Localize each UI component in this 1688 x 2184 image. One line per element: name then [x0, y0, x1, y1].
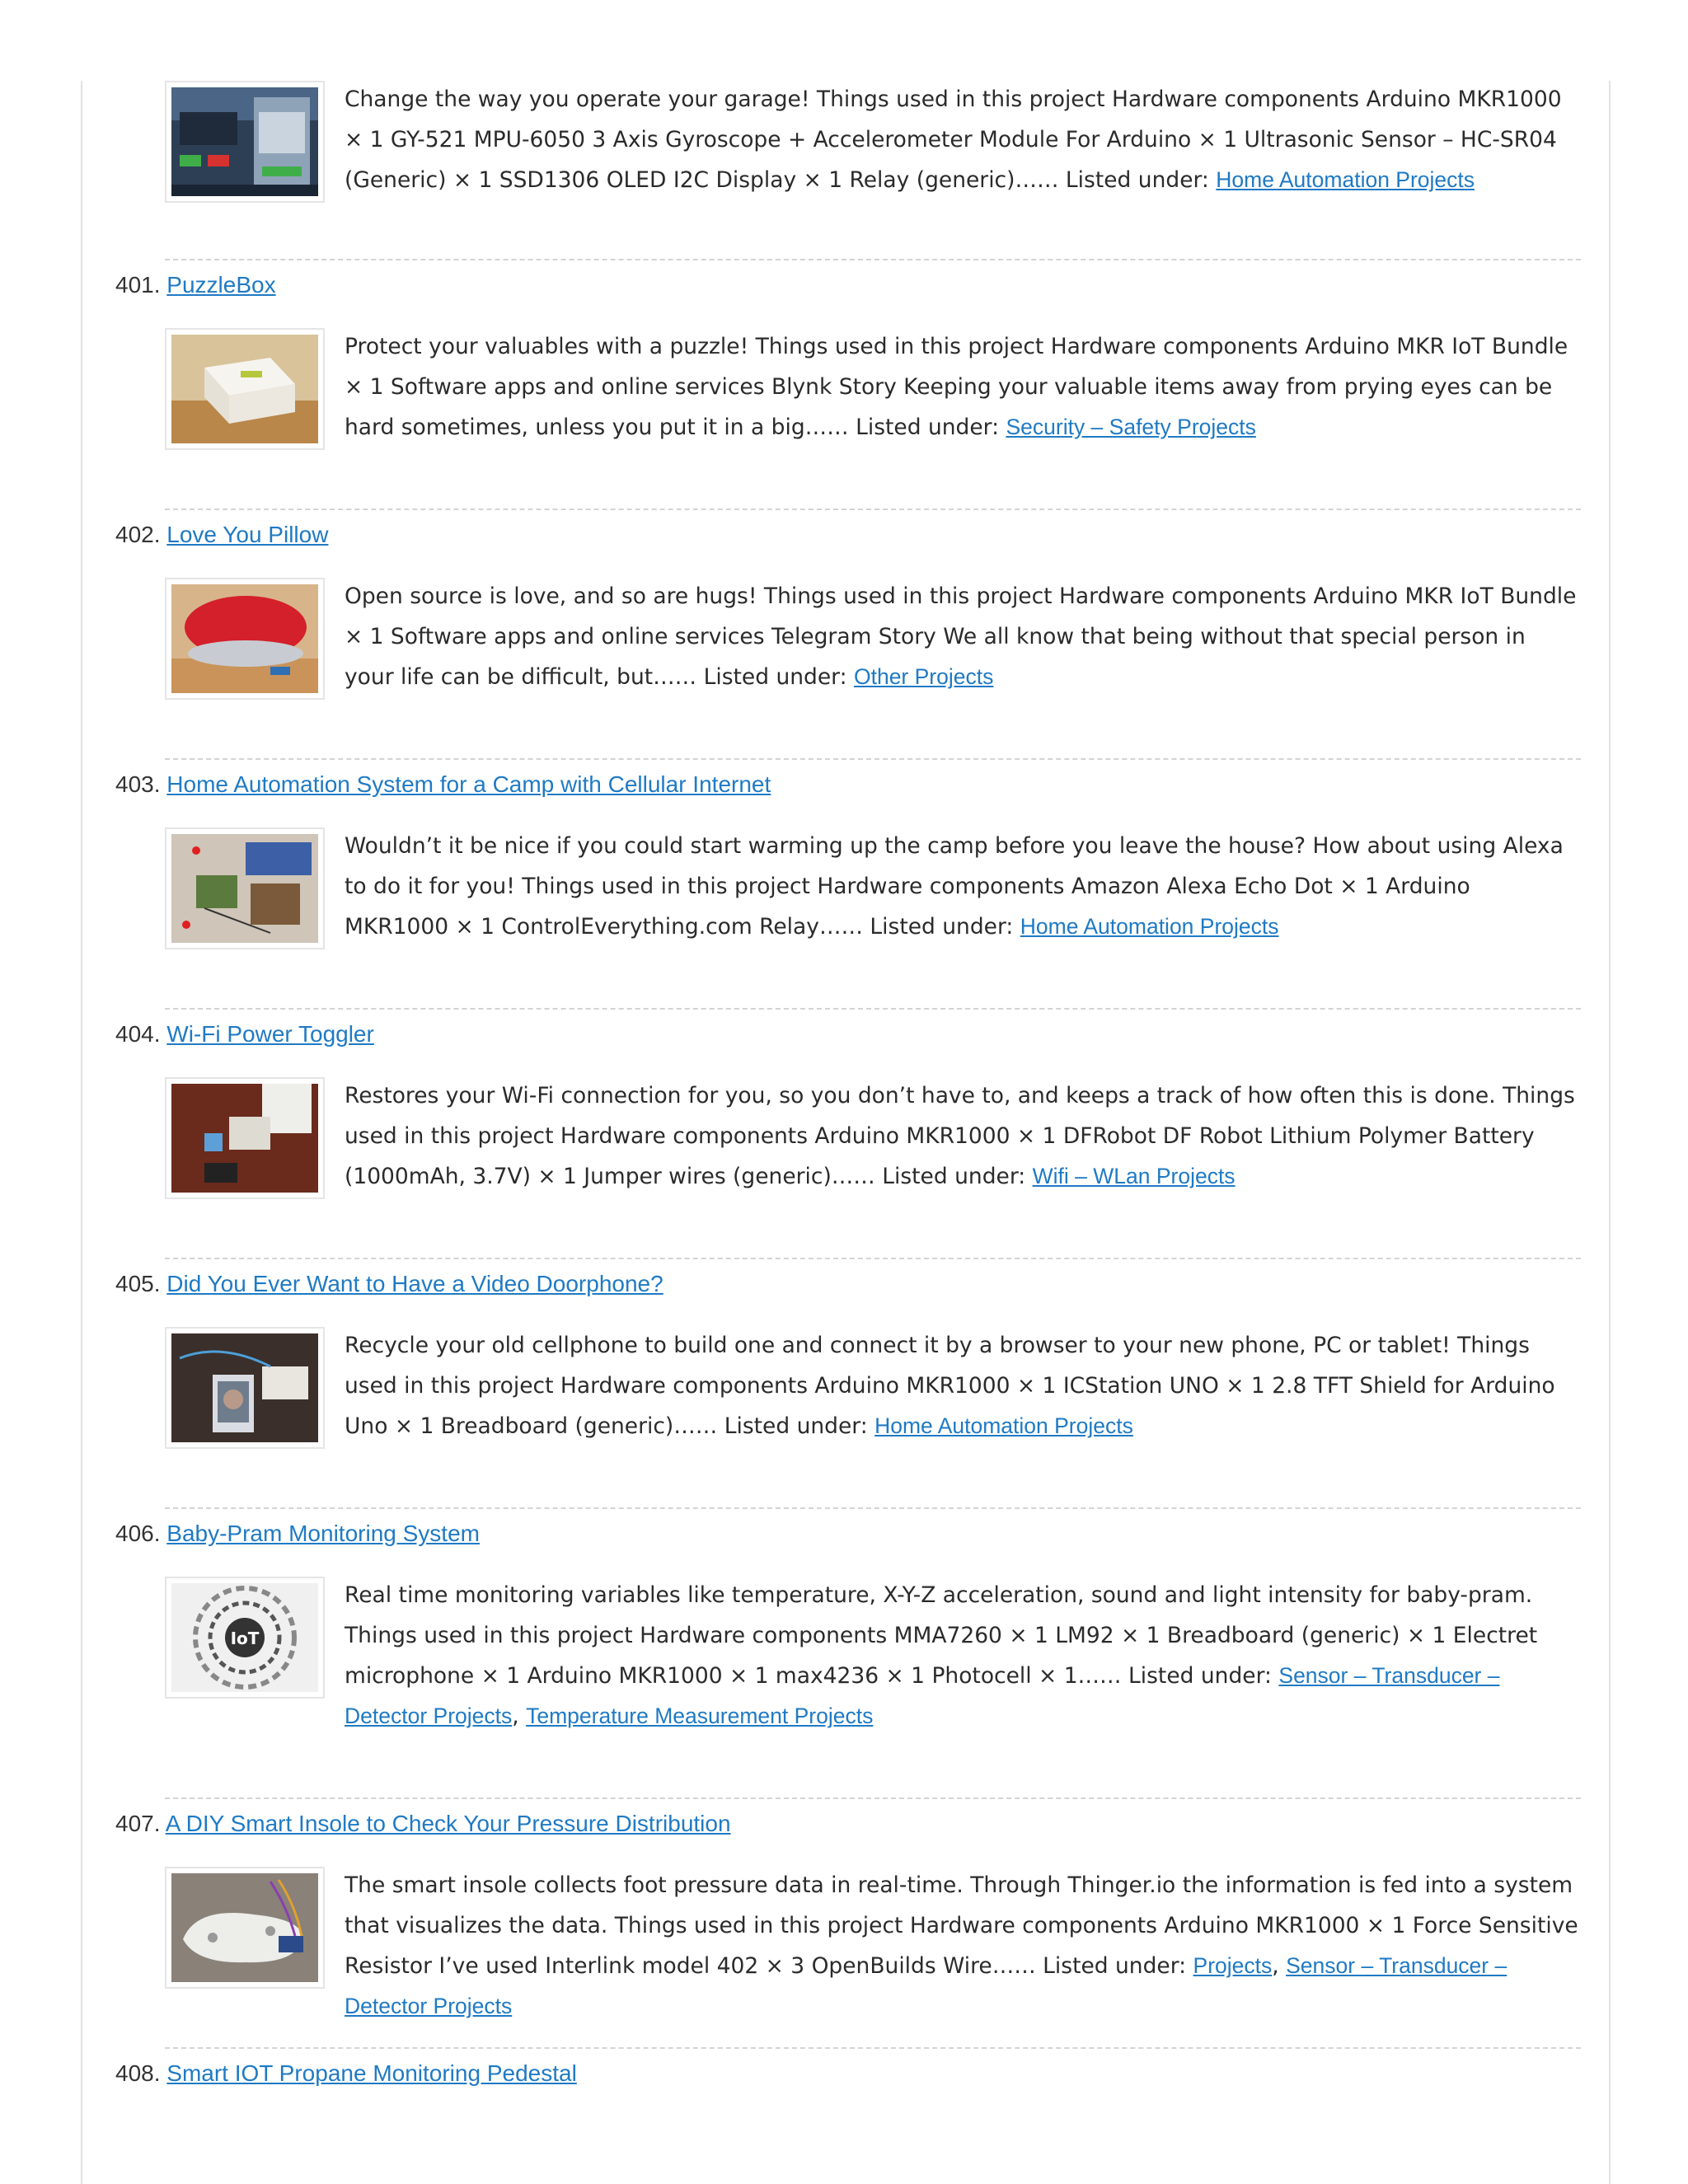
project-title-link[interactable]: Baby-Pram Monitoring System	[166, 1521, 480, 1546]
project-title-link[interactable]: Love You Pillow	[166, 522, 329, 547]
garage-app-thumbnail-image	[171, 87, 318, 196]
divider	[165, 2047, 1581, 2049]
category-link[interactable]: Sensor – Transducer – Detector Projects	[345, 1663, 1500, 1728]
category-link[interactable]: Home Automation Projects	[1020, 914, 1279, 939]
iot-label: IoT	[230, 1629, 260, 1648]
divider	[165, 1258, 1581, 1259]
project-thumbnail[interactable]	[165, 1077, 325, 1199]
category-link[interactable]: Home Automation Projects	[874, 1413, 1133, 1438]
project-description: Protect your valuables with a puzzle! Things used in this project Hardware components Arduino MKR IoT Bundle × 1 Software apps and online services Blynk Story Keeping your valuable items away from prying eyes can be hard sometimes, unless you put it in a big…… Listed under: Security – Safety Projects	[345, 334, 1568, 440]
project-description: Real time monitoring variables like temperature, X-Y-Z acceleration, sound and light intensity for baby-pram. Things used in this project Hardware components MMA7260 × 1 LM92 × 1 Breadboard (generic) × 1 Electret microphone × 1 Arduino MKR1000 × 1 max4236 × 1 Photocell × 1…… Listed under: Sensor – Transducer – Detector Projects, Temperature Measurement Projects	[345, 1582, 1538, 1729]
project-heading: 406. Baby-Pram Monitoring System	[115, 1521, 480, 1546]
project-description: Change the way you operate your garage! Things used in this project Hardware components Arduino MKR1000 × 1 GY-521 MPU-6050 3 Axis Gyroscope + Accelerometer Module For Arduino × 1 Ultrasonic Sensor – HC-SR04 (Generic) × 1 SSD1306 OLED I2C Display × 1 Relay (generic)…… Listed under: Home Automation Projects	[345, 87, 1562, 193]
project-description: Open source is love, and so are hugs! Things used in this project Hardware components Arduino MKR IoT Bundle × 1 Software apps and online services Telegram Story We all know that being without that special person in your life can be difficult, but…… Listed under: Other Projects	[345, 583, 1577, 690]
category-link[interactable]: Projects	[1193, 1953, 1273, 1978]
category-link[interactable]: Other Projects	[853, 664, 994, 689]
video-doorphone-thumbnail-image	[171, 1333, 318, 1442]
project-heading: 408. Smart IOT Propane Monitoring Pedestal	[115, 2060, 577, 2086]
project-description: The smart insole collects foot pressure data in real-time. Through Thinger.io the information is fed into a system that visualizes the data. Things used in this project Hardware components Arduino MKR1000 × 1 Force Sensitive Resistor I’ve used Interlink model 402 × 3 OpenBuilds Wire…… Listed under: Projects, Sensor – Transducer – Detector Projects	[345, 1872, 1578, 2018]
project-thumbnail[interactable]	[165, 1577, 325, 1699]
wifi-toggler-thumbnail-image	[171, 1084, 318, 1193]
project-heading: 404. Wi-Fi Power Toggler	[115, 1021, 374, 1047]
project-title-link[interactable]: A DIY Smart Insole to Check Your Pressure Distribution	[165, 1811, 731, 1836]
category-link[interactable]: Home Automation Projects	[1216, 167, 1475, 192]
project-thumbnail[interactable]	[165, 827, 325, 949]
divider	[165, 259, 1581, 260]
project-heading: 403. Home Automation System for a Camp with Cellular Internet	[115, 771, 771, 797]
project-title-link[interactable]: Did You Ever Want to Have a Video Doorphone?	[166, 1271, 663, 1296]
project-title-link[interactable]: PuzzleBox	[166, 272, 276, 298]
category-link[interactable]: Wifi – WLan Projects	[1032, 1164, 1236, 1188]
project-heading: 407. A DIY Smart Insole to Check Your Pressure Distribution	[115, 1811, 731, 1836]
category-link[interactable]: Security – Safety Projects	[1006, 415, 1256, 439]
divider	[165, 1797, 1581, 1799]
project-title-link[interactable]: Smart IOT Propane Monitoring Pedestal	[166, 2060, 577, 2086]
project-thumbnail[interactable]	[165, 1867, 325, 1989]
category-link[interactable]: Temperature Measurement Projects	[526, 1704, 874, 1728]
project-heading: 402. Love You Pillow	[115, 522, 329, 547]
category-link[interactable]: Sensor – Transducer – Detector Projects	[345, 1953, 1507, 2018]
project-thumbnail[interactable]	[165, 81, 325, 203]
project-thumbnail[interactable]	[165, 1327, 325, 1449]
project-title-link[interactable]: Home Automation System for a Camp with Cellular Internet	[166, 771, 771, 797]
divider	[165, 509, 1581, 510]
camp-automation-thumbnail-image	[171, 834, 318, 943]
article-content-area	[81, 81, 1611, 2184]
project-description: Recycle your old cellphone to build one and connect it by a browser to your new phone, PC or tablet! Things used in this project Hardware components Arduino MKR1000 × 1 ICStation UNO × 1 2.8 TFT Shield for Arduino Uno × 1 Breadboard (generic)…… Listed under: Home Automation Projects	[345, 1333, 1555, 1439]
divider	[165, 1507, 1581, 1509]
project-heading: 401. PuzzleBox	[115, 272, 276, 298]
pillow-thumbnail-image	[171, 584, 318, 693]
baby-pram-iot-thumbnail-image	[171, 1583, 318, 1692]
puzzlebox-thumbnail-image	[171, 335, 318, 443]
project-description: Restores your Wi-Fi connection for you, so you don’t have to, and keeps a track of how often this is done. Things used in this project Hardware components Arduino MKR1000 × 1 DFRobot DF Robot Lithium Polymer Battery (1000mAh, 3.7V) × 1 Jumper wires (generic)…… Listed under: Wifi – WLan Projects	[345, 1083, 1575, 1189]
project-thumbnail[interactable]	[165, 328, 325, 450]
project-heading: 405. Did You Ever Want to Have a Video Doorphone?	[115, 1271, 663, 1296]
smart-insole-thumbnail-image	[171, 1873, 318, 1982]
project-title-link[interactable]: Wi-Fi Power Toggler	[166, 1021, 374, 1047]
project-description: Wouldn’t it be nice if you could start warming up the camp before you leave the house? How about using Alexa to do it for you! Things used in this project Hardware components Amazon Alexa Echo Dot × 1 Arduino MKR1000 × 1 ControlEverything.com Relay…… Listed under: Home Automation Projects	[345, 833, 1564, 940]
project-thumbnail[interactable]	[165, 578, 325, 700]
divider	[165, 758, 1581, 760]
divider	[165, 1008, 1581, 1010]
